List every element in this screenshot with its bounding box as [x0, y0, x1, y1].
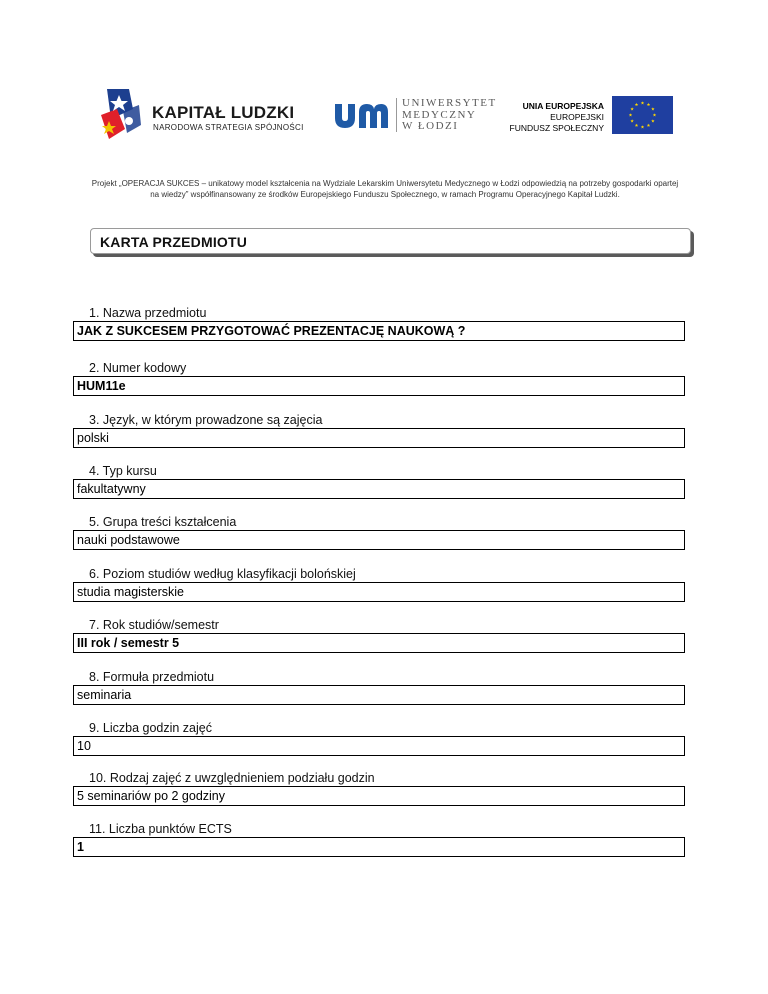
field-value-4: fakultatywny	[73, 479, 685, 499]
kapital-ludzki-subtitle: NARODOWA STRATEGIA SPÓJNOŚCI	[153, 123, 304, 132]
field-value-8: seminaria	[73, 685, 685, 705]
field-label-8: 8. Formuła przedmiotu	[89, 670, 215, 684]
field-value-6: studia magisterskie	[73, 582, 685, 602]
field-value-9: 10	[73, 736, 685, 756]
eu-line1: UNIA EUROPEJSKA	[522, 101, 604, 111]
university-logo-icon	[333, 100, 389, 130]
field-value-5: nauki podstawowe	[73, 530, 685, 550]
field-label-9: 9. Liczba godzin zajęć	[89, 721, 212, 735]
field-value-1: JAK Z SUKCESEM PRZYGOTOWAĆ PREZENTACJĘ NAUKOWĄ ?	[73, 321, 685, 341]
eu-line3: FUNDUSZ SPOŁECZNY	[509, 123, 604, 133]
field-label-2: 2. Numer kodowy	[89, 361, 187, 375]
kapital-ludzki-title: KAPITAŁ LUDZKI	[152, 103, 295, 122]
field-value-10: 5 seminariów po 2 godziny	[73, 786, 685, 806]
field-label-5: 5. Grupa treści kształcenia	[89, 515, 237, 529]
field-value-11: 1	[73, 837, 685, 857]
eu-line2: EUROPEJSKI	[550, 112, 604, 122]
project-description: Projekt „OPERACJA SUKCES – unikatowy model kształcenia na Wydziale Lekarskim Uniwersytetu Medycznego w Łodzi odpowiedzią na potrzeby gospodarki opartej na wiedzy” współfinansowany ze środków Europejskiego Funduszu Społecznego, w ramach Programu Operacyjnego Kapitał Ludzki.	[91, 179, 679, 199]
page-title: KARTA PRZEDMIOTU	[100, 234, 248, 250]
field-label-7: 7. Rok studiów/semestr	[89, 618, 219, 632]
field-value-2: HUM11e	[73, 376, 685, 396]
university-name-line2: MEDYCZNY	[402, 108, 477, 121]
field-label-1: 1. Nazwa przedmiotu	[89, 306, 207, 320]
university-name-line1: UNIWERSYTET	[402, 97, 497, 109]
field-label-3: 3. Język, w którym prowadzone są zajęcia	[89, 413, 323, 427]
field-label-4: 4. Typ kursu	[89, 464, 157, 478]
kapital-ludzki-logo-icon	[99, 85, 143, 141]
field-label-6: 6. Poziom studiów według klasyfikacji bolońskiej	[89, 567, 356, 581]
field-label-10: 10. Rodzaj zajęć z uwzględnieniem podziału godzin	[89, 771, 375, 785]
field-label-11: 11. Liczba punktów ECTS	[89, 822, 232, 836]
logo-divider	[396, 98, 397, 132]
eu-fund-text	[500, 101, 604, 134]
eu-flag-icon	[612, 96, 673, 134]
university-name-line3: W ŁODZI	[402, 120, 459, 132]
title-box	[90, 228, 691, 254]
field-value-7: III rok / semestr 5	[73, 633, 685, 653]
university-name	[402, 98, 497, 133]
field-value-3: polski	[73, 428, 685, 448]
